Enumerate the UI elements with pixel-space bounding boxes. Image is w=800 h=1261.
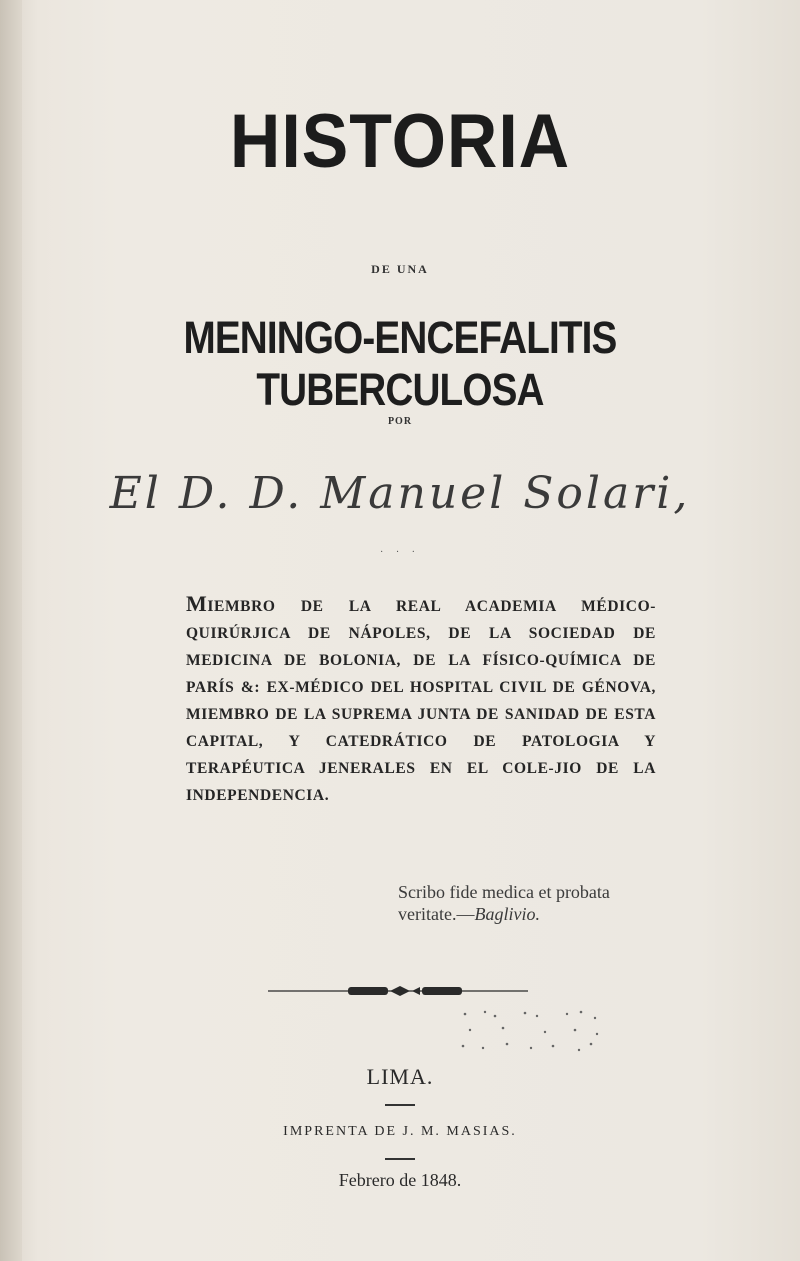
imprint-city: LIMA.	[366, 1064, 434, 1089]
title-connector: DE UNA	[371, 262, 429, 276]
divider-rule	[385, 1158, 415, 1160]
divider-rule	[385, 1104, 415, 1106]
printer-ornament-icon	[268, 984, 528, 998]
epigraph-text: Scribo fide medica et probata veritate.—	[398, 882, 610, 924]
book-title: HISTORIA	[229, 99, 571, 184]
by-label: POR	[387, 416, 413, 427]
epigraph	[398, 881, 658, 925]
author-credentials: MIEMBRO DE LA REAL ACADEMIA MÉDICO-QUIRÚRJICA DE NÁPOLES, DE LA SOCIEDAD DE MEDICINA DE BOLONIA, DE LA FÍSICO-QUÍMICA DE PARÍS &: EX-MÉDICO DEL HOSPITAL CIVIL DE GÉNOVA, MIEMBRO DE LA SUPREMA JUNTA DE SANIDAD DE ESTA CAPITAL, Y CATEDRÁTICO DE PATOLOGIA Y TERAPÉUTICA JENERALES EN EL COLE-JIO DE LA INDEPENDENCIA.	[186, 591, 656, 804]
ink-speckle-icon	[455, 1008, 635, 1058]
author-ornament-dots: · · ·	[380, 547, 420, 558]
imprint-date: Febrero de 1848.	[338, 1170, 462, 1190]
imprint-printer: IMPRENTA DE J. M. MASIAS.	[283, 1124, 517, 1139]
book-subtitle: MENINGO-ENCEFALITIS TUBERCULOSA	[183, 312, 617, 415]
epigraph-source: Baglivio.	[474, 904, 540, 924]
author-signature: El D. D. Manuel Solari,	[109, 468, 691, 519]
